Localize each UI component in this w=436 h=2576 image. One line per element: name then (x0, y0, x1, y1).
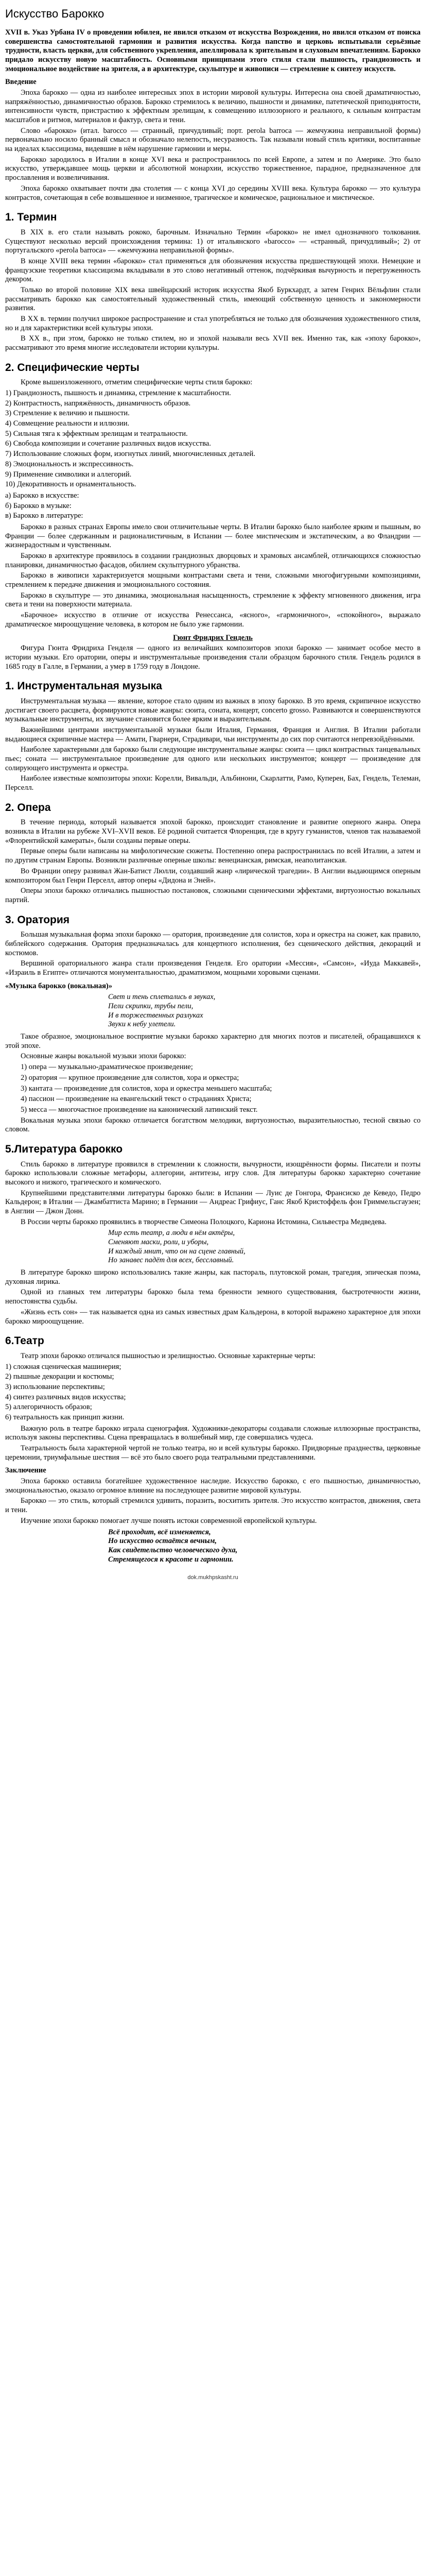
list-item: 5) аллегоричность образов; (5, 1403, 92, 1412)
paragraph: 3) кантата — произведение для солистов, хора и оркестра меньшего масштаба; (21, 1084, 272, 1093)
list-item: 3) использование перспективы; (5, 1382, 105, 1391)
paragraph: Инструментальная музыка — явление, которое стало одним из важных в эпоху барокко. В это время, скрипичное искусство достигает своего расцвета, формируются новые жанры: сюита, соната, концерт, concerto grosso. Развиваются и совершенствуются музыкальные инструменты, их звучание становится более ярким и выразительным. (5, 697, 421, 724)
features-list (5, 389, 421, 489)
paragraph: Эпоха барокко — одна из наиболее интересных эпох в истории мировой культуры. Интересна она своей драматичностью, напряжённостью, динамичностью образов. Барокко стремилось к величию, пышности и динамике, патетической приподнятости, интенсивности чувств, пристрастию к эффектным зрелищам, к совмещению иллюзорного и реального, к сильным контрастам масштабов и ритмов, материалов и фактур, света и тени. (5, 88, 421, 125)
paragraph: В течение периода, который называется эпохой барокко, происходит становление и развитие оперного жанра. Опера возникла в Италии на рубеже XVI–XVII веков. Её родиной считается Флоренция, где в кругу гуманистов, членов так называемой «Флорентийской камераты», были созданы первые оперы. (5, 818, 421, 845)
poem-line: Стремящегося к красоте и гармонии. (108, 1555, 234, 1564)
conclusion-heading: Заключение (5, 1466, 46, 1475)
section-heading: 6.Театр (5, 1335, 44, 1347)
paragraph: Первые оперы были написаны на мифологические сюжеты. Постепенно опера распространилась по всей Италии, а затем и по другим странам Европы. Возникли различные оперные школы: венецианская, римская, неаполитанская. (5, 847, 421, 865)
footer-domain: dok.mukhpskasht.ru (187, 1574, 238, 1581)
paragraph: Барокко в скульптуре — это динамика, эмоциональная насыщенность, стремление к эффекту мгновенного движения, игра света и тени на поверхности материала. (5, 591, 421, 609)
section-literature-after (5, 1268, 421, 1326)
paragraph: В XIX в. его стали называть рококо, барочным. Изначально Термин «барокко» не имел однозначного толкования. Существуют несколько версий происхождения термина: 1) от итальянского «barocco» — «странный, причудливый»; 2) от португальского «perola barroca» — «жемчужина неправильной формы». (5, 228, 421, 255)
poem-line: Всё проходит, всё изменяется, (108, 1528, 211, 1536)
paragraph: 5) месса — многочастное произведение на канонический латинский текст. (21, 1105, 258, 1114)
section-heading: 1. Термин (5, 211, 57, 224)
paragraph: Барокко — это стиль, который стремился удивить, поразить, восхитить зрителя. Это искусство контрастов, движения, света и тени. (5, 1497, 421, 1515)
final-lines (108, 1528, 421, 1565)
paragraph: В конце XVIII века термин «барокко» стал применяться для обозначения искусства предшествующей эпохи. Немецкие и французские теоретики классицизма вкладывали в это слово негативный оттенок, подчёркивая вычурность и перегруженность декором. (5, 257, 421, 284)
paragraph: Эпоха барокко оставила богатейшее художественное наследие. Искусство барокко, с его пышностью, динамичностью, эмоциональностью, оказало огромное влияние на последующее развитие мировой культуры. (5, 1477, 421, 1495)
poem-line: Звуки к небу улетели. (108, 1020, 176, 1029)
list-item: 6) Свобода композиции и сочетание различных видов искусства. (5, 439, 211, 448)
paragraph: Театральность была характерной чертой не только театра, но и всей культуры барокко. Придворные празднества, церковные церемонии, триумфальные шествия — всё это было своего рода театральными представлениями. (5, 1444, 421, 1462)
poem-title: «Музыка барокко (вокальная)» (5, 981, 113, 990)
paragraph: Крупнейшими представителями литературы барокко были: в Испании — Луис де Гонгора, Франсиско де Кеведо, Педро Кальдерон; в Италии — Джамбаттиста Марино; в Германии — Андреас Грифиус, Ганс Якоб Кристоффель фон Гриммельсгаузен; в Англии — Джон Донн. (5, 1189, 421, 1215)
poem-line: Как свидетельство человеческого духа, (108, 1546, 238, 1554)
subheads-list (5, 492, 421, 521)
poem-line: Мир есть театр, а люди в нём актёры, (108, 1229, 235, 1238)
section-heading: 2. Опера (5, 801, 51, 814)
list-item: 2) Контрастность, напряжённость, динамичность образов. (5, 399, 191, 408)
poem (108, 993, 421, 1029)
poem-line: Но занавес падёт для всех, бесславный. (108, 1256, 234, 1265)
paragraph: Такое образное, эмоциональное восприятие музыки барокко характерно для многих поэтов и писателей, обращавшихся к этой эпохе. (5, 1032, 421, 1050)
section-oratorio (5, 930, 421, 977)
paragraph: Эпоха барокко охватывает почти два столетия — с конца XVI до середины XVIII века. Культура барокко — это культура контрастов, сочетающая в себе возвышенное и низменное, трагическое и комическое, рациональное и мистическое. (5, 184, 421, 202)
section-lead: Кроме вышеизложенного, отметим специфические черты стиля барокко: (21, 378, 253, 387)
page-title: Искусство Барокко (5, 7, 104, 20)
paragraph: Важную роль в театре барокко играла сценография. Художники-декораторы создавали сложные иллюзорные пространства, используя законы перспективы. Сцена превращалась в волшебный мир, где совершались чудеса. (5, 1424, 421, 1442)
list-item: 9) Применение символики и аллегорий. (5, 470, 132, 479)
paragraph: В литературе барокко широко использовались такие жанры, как пастораль, плутовской роман, трагедия, эпическая поэма, духовная лирика. (5, 1268, 421, 1286)
section-heading: 1. Инструментальная музыка (5, 680, 162, 692)
list-item: в) Барокко в литературе: (5, 512, 83, 520)
paragraph: Во Франции оперу развивал Жан-Батист Люлли, создавший жанр «лирической трагедии». В Англии выдающимся оперным композитором был Генри Перселл, автор оперы «Дидона и Эней». (5, 867, 421, 885)
list-item: 1) Грандиозность, пышность и динамика, стремление к масштабности. (5, 389, 231, 398)
paragraph: В XX в. термин получил широкое распространение и стал употребляться не только для обозначения художественного стиля, но и для характеристики всей культуры эпохи. (5, 315, 421, 332)
paragraph: Вокальная музыка эпохи барокко отличается богатством мелодики, виртуозностью, выразительностью, тесной связью со словом. (5, 1116, 421, 1134)
poem-line: Пели скрипки, трубы пели, (108, 1002, 194, 1010)
paragraph: Барокко в разных странах Европы имело свои отличительные черты. В Италии барокко было наиболее ярким и пышным, во Франции — более сдержанным и рационалистичным, в Испании — более мистическим и экстатическим, а во Фландрии — жизнерадостным и чувственным. (5, 522, 421, 550)
quote-title: Гюнт Фридрих Гендель (173, 633, 253, 642)
section-theatre (5, 1425, 421, 1463)
list-item: а) Барокко в искусстве: (5, 491, 79, 500)
section-instrumental (5, 697, 421, 793)
poem-line: Но искусство остаётся вечным, (108, 1537, 217, 1546)
list-item: 10) Декоративность и орнаментальность. (5, 480, 136, 489)
section-features-body (5, 523, 421, 630)
list-item: б) Барокко в музыке: (5, 501, 72, 510)
paragraph: Оперы эпохи барокко отличались пышностью постановок, сложными сценическими эффектами, виртуозностью вокальных партий. (5, 887, 421, 904)
paragraph: Только во второй половине XIX века швейцарский историк искусства Якоб Буркхардт, а затем Генрих Вёльфлин стали рассматривать барокко как самостоятельный художественный стиль, имеющий собственную ценность и закономерности развития. (5, 285, 421, 313)
paragraph: Одной из главных тем литературы барокко была тема бренности земного существования, быстротечности жизни, непостоянства судьбы. (5, 1288, 421, 1306)
list-item: 7) Использование сложных форм, изогнутых линий, многочисленных деталей. (5, 450, 255, 459)
list-item: 2) пышные декорации и костюмы; (5, 1372, 114, 1381)
paragraph: Основные жанры вокальной музыки эпохи барокко: (21, 1052, 186, 1061)
poem-line: Сменяют маски, роли, и уборы, (108, 1238, 209, 1247)
paragraph: Изучение эпохи барокко помогает лучше понять истоки современной европейской культуры. (21, 1516, 317, 1525)
paragraph: Барокко в живописи характеризуется мощными контрастами света и тени, сложными многофигурными композициями, стремлением к передаче движения и эмоционального состояния. (5, 571, 421, 589)
conclusion (5, 1477, 421, 1526)
quote-after: Фигура Гюнта Фридриха Генделя — одного из величайших композиторов эпохи барокко — занимает особое место в истории музыки. Его оратории, оперы и инструментальные произведения стали образцом барочного стиля. Гендель родился в 1685 году в Галле, в Германии, а умер в 1759 году в Лондоне. (5, 644, 421, 671)
section-terms (5, 228, 421, 353)
list-item: 6) театральность как принцип жизни. (5, 1413, 125, 1421)
paragraph: 4) пассион — произведение на евангельский текст о страданиях Христа; (21, 1095, 252, 1104)
paragraph: Важнейшими центрами инструментальной музыки были Италия, Германия, Франция и Англия. В Италии работали выдающиеся скрипичные мастера — Амати, Гварнери, Страдивари, чьи инструменты до сих пор считаются непревзойдёнными. (5, 725, 421, 743)
intro-heading: Введение (5, 78, 37, 87)
paragraph: Наиболее известные композиторы эпохи: Корелли, Вивальди, Альбинони, Скарлатти, Рамо, Куперен, Бах, Гендель, Телеман, Перселл. (5, 774, 421, 792)
paragraph: «Жизнь есть сон» — так называется одна из самых известных драм Кальдерона, в которой выражено характерное для эпохи барокко мироощущение. (5, 1308, 421, 1326)
paragraph: Большая музыкальная форма эпохи барокко — оратория, произведение для солистов, хора и оркестра на сюжет, как правило, библейского содержания. Оратория предназначалась для концертного исполнения, без сценического действия, декораций и костюмов. (5, 930, 421, 957)
intro-bold: XVII в. Указ Урбана IV о проведении юбилея, не явился отказом от искусства Возрождения, но явился отказом от поиска совершенства самостоятельной гармонии и развития искусства. Когда папство и церковь испытывали серьёзные трудности, власть церкви, для собственного укрепления, апеллировала к зрительным и слуховым впечатлениям. Барокко придало искусству новую масштабность. Основными принципами этого стиля стали пышность, грандиозность и эмоциональное воздействие на зрителя, а в архитектуре, скульптуре и живописи — стремление к синтезу искусств. (5, 28, 421, 73)
paragraph: Стиль барокко в литературе проявился в стремлении к сложности, вычурности, изощрённости формы. Писатели и поэты барокко использовали сложные метафоры, аллегории, антитезы, игру слов. Для литературы барокко характерно сочетание высокого и низкого, трагического и комического. (5, 1160, 421, 1187)
section-heading: 2. Специфические черты (5, 361, 139, 374)
list-item: 1) сложная сценическая машинерия; (5, 1362, 121, 1371)
paragraph: Барокко зародилось в Италии в конце XVI века и распространилось по всей Европе, а затем и по Америке. Это было искусство, утверждавшее мощь церкви и абсолютной монархии, искусство торжественное, парадное, предназначенное для прославления и возвеличивания. (5, 155, 421, 182)
poem (108, 1229, 421, 1265)
paragraph: В XX в., при этом, барокко не только стилем, но и эпохой называли весь XVII век. Именно так, как «эпоху барокко», рассматривают это время многие исследователи истории культуры. (5, 334, 421, 352)
paragraph: 1) опера — музыкально-драматическое произведение; (21, 1063, 193, 1072)
section-heading: 5.Литература барокко (5, 1143, 123, 1155)
poem-line: Свет и тень сплетались в звуках, (108, 993, 216, 1002)
section-oratorio-after (5, 1032, 421, 1134)
paragraph: В России черты барокко проявились в творчестве Симеона Полоцкого, Кариона Истомина, Сильвестра Медведева. (21, 1217, 387, 1226)
list-item: 4) Совмещение реальности и иллюзии. (5, 419, 130, 428)
paragraph: Барокко в архитектуре проявилось в создании грандиозных дворцовых и храмовых ансамблей, отличающихся сложностью планировки, динамичностью фасадов, обилием скульптурного убранства. (5, 552, 421, 569)
poem-line: И каждый мнит, что он на сцене главный, (108, 1247, 246, 1256)
list-item: 3) Стремление к величию и пышности. (5, 409, 130, 418)
intro-section (5, 89, 421, 202)
poem-line: И в торжественных разлуках (108, 1011, 203, 1020)
section-heading: 3. Оратория (5, 913, 70, 926)
list-item: 4) синтез различных видов искусства; (5, 1393, 126, 1401)
paragraph: «Барочное» искусство в отличие от искусства Ренессанса, «ясного», «гармоничного», «спокойного», выражало драматическое мироощущение человека, в котором не было уже гармонии. (5, 611, 421, 629)
section-literature (5, 1160, 421, 1227)
list-item: 5) Сильная тяга к эффектным зрелищам и театральности. (5, 429, 188, 438)
list-item: 8) Эмоциональность и экспрессивность. (5, 460, 134, 468)
section-opera (5, 818, 421, 905)
theatre-list (5, 1363, 421, 1422)
paragraph: Слово «барокко» (итал. barocco — странный, причудливый; порт. perola barroca — жемчужина неправильной формы) первоначально носило бранный смысл и обозначало нелепость, несуразность. Так называли новый стиль критики, воспитанные на идеалах классицизма, видевшие в нём нарушение гармонии и меры. (5, 126, 421, 154)
section-lead: Театр эпохи барокко отличался пышностью и зрелищностью. Основные характерные черты: (21, 1351, 316, 1360)
paragraph: Наиболее характерными для барокко были следующие инструментальные жанры: сюита — цикл контрастных танцевальных пьес; соната — инструментальное произведение для одного или нескольких инструментов; концерт — произведение для солирующего инструмента и оркестра. (5, 745, 421, 772)
paragraph: 2) оратория — крупное произведение для солистов, хора и оркестра; (21, 1073, 239, 1082)
paragraph: Вершиной ораториального жанра стали произведения Генделя. Его оратории «Мессия», «Самсон», «Иуда Маккавей», «Израиль в Египте» отличаются монументальностью, драматизмом, мощными хоровыми сценами. (5, 959, 421, 977)
